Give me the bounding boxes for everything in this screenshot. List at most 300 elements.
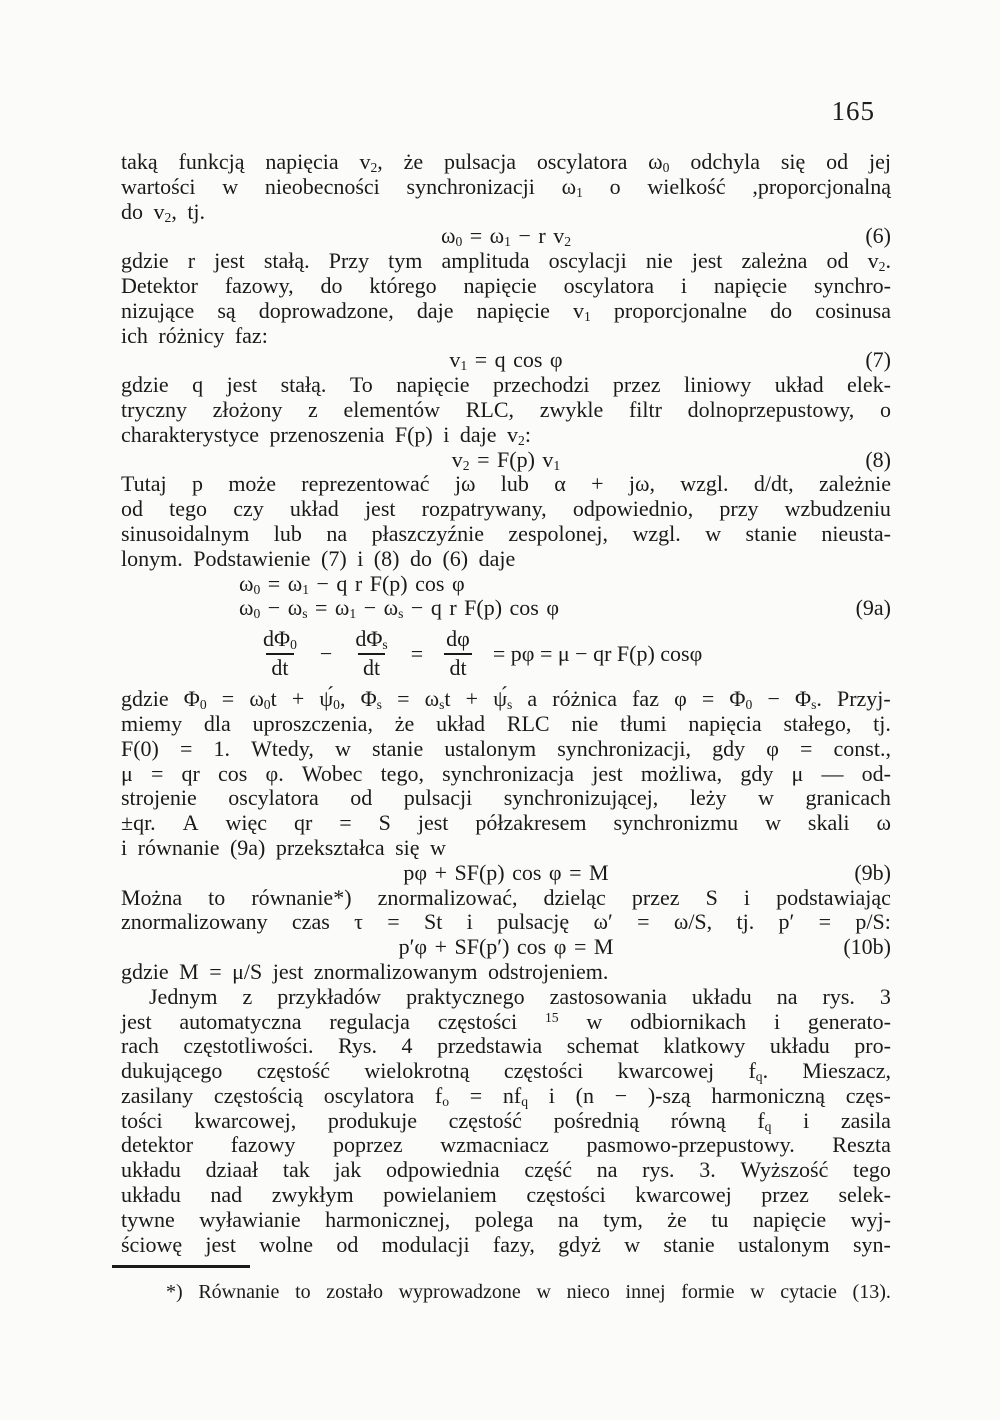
word: stanie xyxy=(371,735,424,761)
word: więc xyxy=(225,810,268,836)
word: rys. xyxy=(642,1157,675,1183)
word: układu xyxy=(691,983,752,1009)
text-blocks xyxy=(121,150,891,1257)
word: RLC, xyxy=(465,396,515,422)
word: gdy xyxy=(712,735,746,761)
word: dzieląc xyxy=(543,884,606,910)
equation-number: (10b) xyxy=(843,934,891,960)
word: ,proporcjonalną xyxy=(752,173,891,199)
word: const., xyxy=(833,735,891,761)
word: syn- xyxy=(852,1231,891,1257)
word: różnica xyxy=(552,686,617,712)
word: — xyxy=(821,760,844,786)
word: $f_o$ xyxy=(434,1082,450,1109)
equation-text: = xyxy=(410,640,424,666)
word: elementów xyxy=(343,396,441,422)
equation xyxy=(121,348,891,373)
word: częstością xyxy=(213,1082,303,1108)
text-line xyxy=(121,910,891,935)
word: zasila xyxy=(840,1107,891,1133)
word: − xyxy=(614,1082,628,1108)
fraction-denominator: dt xyxy=(444,653,471,681)
word: (13). xyxy=(852,1281,891,1304)
word: $\omega_0$ xyxy=(648,149,670,175)
word: gdy xyxy=(740,760,774,786)
equation-formula: $\omega_0 = \omega_1 - q$ r F(p) cos φ xyxy=(239,570,465,597)
word: częstości xyxy=(526,1182,606,1208)
word: i xyxy=(773,1008,781,1034)
word: Wyższość xyxy=(740,1157,829,1183)
word: częstotliwości. xyxy=(183,1033,314,1059)
equation-formula: pφ + SF(p) cos φ = M xyxy=(403,859,609,885)
text-line xyxy=(121,249,891,274)
word: = xyxy=(221,686,235,712)
equation xyxy=(121,572,891,597)
word: jest xyxy=(417,810,449,836)
word: jest xyxy=(205,1231,236,1257)
fraction-numerator: $d\Phi_s$ xyxy=(355,626,388,653)
word: do xyxy=(770,297,793,323)
word: reprezentować xyxy=(301,471,430,497)
word: proporcjonalne xyxy=(613,297,748,323)
word: odpowiednia xyxy=(386,1157,500,1183)
word: to xyxy=(208,884,226,910)
equation xyxy=(121,224,891,249)
word: r xyxy=(187,248,196,274)
word: zależna xyxy=(741,248,808,274)
word: do xyxy=(320,272,343,298)
text-line xyxy=(121,1109,891,1134)
word: powielaniem xyxy=(383,1182,497,1208)
word: selek- xyxy=(838,1182,891,1208)
word: $f_q$. xyxy=(748,1058,769,1085)
word: stałego, xyxy=(783,710,852,736)
text-line xyxy=(121,497,891,522)
word: ω/S, xyxy=(673,909,713,935)
page-number: 165 xyxy=(831,96,875,126)
word: = xyxy=(701,686,715,712)
word: w xyxy=(758,785,774,811)
word: lub xyxy=(500,471,529,497)
word: przy xyxy=(719,496,759,522)
paragraph xyxy=(121,886,891,936)
word: układ xyxy=(289,496,339,522)
word: = xyxy=(469,1082,483,1108)
word: czas xyxy=(291,909,330,935)
word: p xyxy=(191,471,203,497)
text-line xyxy=(121,150,891,175)
word: ω xyxy=(876,810,891,836)
footnote-text xyxy=(121,1280,891,1304)
equation-text: = pφ = μ − qr F(p) cosφ xyxy=(492,640,703,666)
word: tak xyxy=(282,1157,310,1183)
word: Równanie xyxy=(198,1281,280,1304)
word: φ xyxy=(766,735,779,761)
word: przez xyxy=(761,1182,809,1208)
word: tego, xyxy=(380,760,424,786)
word: zwykłym xyxy=(271,1182,354,1208)
text-line xyxy=(121,737,891,762)
word: część xyxy=(524,1157,572,1183)
word: RLC xyxy=(506,710,550,736)
word: układu xyxy=(769,1033,830,1059)
paragraph xyxy=(121,472,891,571)
text-line xyxy=(121,175,891,200)
word: częstości xyxy=(503,1058,584,1084)
fraction-denominator: dt xyxy=(266,653,293,681)
word: stałą. xyxy=(263,248,310,274)
paragraph xyxy=(121,150,891,224)
word: cosinusa xyxy=(815,297,891,323)
word: wartości xyxy=(121,173,196,199)
word: schemat xyxy=(566,1033,639,1059)
word: napięcia xyxy=(688,710,762,736)
word: dla xyxy=(203,710,231,736)
text-line xyxy=(121,985,891,1010)
word: tego xyxy=(853,1157,891,1183)
word: napięcie xyxy=(463,272,537,298)
word: na xyxy=(557,1206,579,1232)
word: przedstawia xyxy=(437,1033,543,1059)
equation-number: (7) xyxy=(865,347,891,373)
word: jak xyxy=(334,1157,362,1183)
text-line xyxy=(121,373,891,398)
word: dziaał xyxy=(205,1157,259,1183)
word: o xyxy=(609,173,621,199)
text-line xyxy=(121,522,891,547)
word: dolnoprzepustowy, xyxy=(687,396,855,422)
word: $\omega_1$ xyxy=(561,173,583,200)
word: μ xyxy=(121,760,133,786)
equation-formula: $\omega_0 - \omega_s = \omega_1 - \omega_s - q$ r F(p) cos φ xyxy=(239,595,560,622)
word: wielokrotną xyxy=(364,1058,470,1084)
word: pasmowo-przepustowy. xyxy=(586,1132,795,1158)
word: w xyxy=(222,173,239,199)
word: qr xyxy=(293,810,313,836)
word: tywne xyxy=(121,1206,175,1232)
word: d/dt, xyxy=(753,471,794,497)
word: a xyxy=(527,686,538,712)
word: daje xyxy=(416,297,454,323)
word: klatkowy xyxy=(663,1033,746,1059)
word: równanie*) xyxy=(251,884,352,910)
word: w xyxy=(705,520,722,546)
text-line xyxy=(121,299,891,324)
word: od- xyxy=(861,760,891,786)
word: Tutaj xyxy=(121,471,167,497)
text-line xyxy=(121,1133,891,1158)
word: automatyczna xyxy=(179,1008,302,1034)
word: kwarcowej xyxy=(635,1182,732,1208)
word: nieobecności xyxy=(264,173,380,199)
word: generato- xyxy=(807,1008,891,1034)
text-line xyxy=(121,1010,891,1035)
word: $f_q$ xyxy=(757,1107,772,1134)
fraction xyxy=(350,627,392,681)
word: tj. xyxy=(736,909,755,935)
word: α xyxy=(554,471,566,497)
word: napięcie xyxy=(752,1206,827,1232)
word: poprzez xyxy=(333,1132,403,1158)
word: przez xyxy=(631,884,680,910)
equation-number: (8) xyxy=(865,446,891,472)
word: $\omega_0t$ xyxy=(249,686,277,713)
word: i xyxy=(743,884,751,910)
word: modulacji xyxy=(381,1231,470,1257)
word: leży xyxy=(689,785,727,811)
word: 3. xyxy=(699,1157,716,1183)
word: p′ xyxy=(778,909,795,935)
equation-number: (6) xyxy=(865,223,891,249)
word: = xyxy=(339,810,352,836)
word: że xyxy=(394,710,415,736)
word: jest xyxy=(592,760,623,786)
word: jest xyxy=(121,1008,152,1034)
word: napięcie xyxy=(396,372,470,398)
word: Wobec xyxy=(301,760,363,786)
word: na xyxy=(326,520,348,546)
word: jω xyxy=(454,471,476,497)
word: S xyxy=(378,810,391,836)
word: o xyxy=(879,396,891,422)
word: nieusta- xyxy=(821,520,891,546)
word: częs- xyxy=(845,1082,891,1108)
text-line: gdzie M = μ/S jest znormalizowanym odstrojeniem. xyxy=(121,958,609,984)
word: są xyxy=(217,297,236,323)
word: gdzie xyxy=(121,248,169,274)
word: elek- xyxy=(847,372,891,398)
word: zależnie xyxy=(818,471,891,497)
text-line: ich różnicy faz: xyxy=(121,322,268,348)
word: = xyxy=(150,760,164,786)
word: fazowy xyxy=(230,1132,296,1158)
text-line xyxy=(121,1208,891,1233)
word: Wtedy, xyxy=(251,735,314,761)
word: równą xyxy=(670,1107,726,1133)
word: nieco xyxy=(566,1281,610,1304)
word: rys. xyxy=(822,983,855,1009)
word: gdzie xyxy=(121,372,169,398)
fraction xyxy=(441,627,475,681)
text-line: i równanie (9a) przekształca się w xyxy=(121,834,446,860)
word: = xyxy=(818,909,832,935)
word: jest xyxy=(214,248,245,274)
word: częstość xyxy=(448,1107,522,1133)
word: możliwa, xyxy=(640,760,723,786)
word: synchro- xyxy=(814,272,891,298)
text-line xyxy=(121,786,891,811)
word: jω, xyxy=(628,471,655,497)
word: )-szą xyxy=(647,1082,691,1108)
word: Przy xyxy=(328,248,370,274)
text-line: lonym. Podstawienie (7) i (8) do (6) daje xyxy=(121,545,516,571)
word: układu xyxy=(121,1157,181,1183)
word: tłumi xyxy=(620,710,667,736)
text-line xyxy=(121,1183,891,1208)
word: wolne xyxy=(259,1231,314,1257)
word: podstawiając xyxy=(776,884,891,910)
word: synchronizacji, xyxy=(557,735,691,761)
word: produkuje xyxy=(327,1107,418,1133)
word: detektor xyxy=(121,1132,194,1158)
word: kwarcowej, xyxy=(194,1107,297,1133)
word: 15 xyxy=(544,1010,559,1026)
word: od xyxy=(350,785,373,811)
word: pulsacji xyxy=(403,785,473,811)
word: $v_1$ xyxy=(572,297,591,324)
word: płaszczyźnie xyxy=(371,520,484,546)
word: nie xyxy=(645,248,673,274)
equation xyxy=(121,861,891,886)
word: wielkość xyxy=(647,173,726,199)
word: tu xyxy=(711,1206,729,1232)
word: kwarcowej xyxy=(617,1058,715,1084)
equation-text: − xyxy=(319,640,333,666)
word: synchronizmu xyxy=(613,810,739,836)
word: przez xyxy=(612,372,661,398)
text-line: charakterystyce przenoszenia F(p) i daje $v_2$: xyxy=(121,421,531,448)
word: układ xyxy=(436,710,485,736)
word: φ xyxy=(674,686,687,712)
word: i xyxy=(548,1082,555,1108)
word: odpowiednio, xyxy=(572,496,694,522)
word: i xyxy=(466,909,473,935)
word: = xyxy=(180,735,193,761)
word: zasilany xyxy=(121,1082,194,1108)
word: zespolonej, xyxy=(508,520,609,546)
word: $\Phi_s$ xyxy=(360,686,382,713)
equation xyxy=(121,448,891,473)
word: $\Phi_0$ xyxy=(729,686,753,713)
word: napięcia xyxy=(265,149,339,174)
footnote-rule xyxy=(112,1265,250,1268)
word: harmoniczną xyxy=(711,1082,825,1108)
text-line xyxy=(121,687,891,712)
word: $\omega_st$ xyxy=(424,686,451,713)
word: od xyxy=(826,149,849,174)
word: w xyxy=(334,735,351,761)
word: $\Phi_s$. xyxy=(794,686,822,713)
word: rach xyxy=(121,1033,159,1059)
word: i xyxy=(803,1107,810,1133)
word: w xyxy=(624,1231,641,1257)
word: Mieszacz, xyxy=(802,1058,891,1084)
word: w xyxy=(586,1008,603,1034)
paragraph xyxy=(121,687,891,861)
word: (n xyxy=(575,1082,594,1108)
word: wyprowadzone xyxy=(398,1281,521,1304)
word: harmonicznej, xyxy=(325,1206,451,1232)
word: synchronizacji xyxy=(406,173,535,199)
word: złożony xyxy=(212,396,283,422)
word: od xyxy=(336,1231,359,1257)
word: którego xyxy=(369,272,437,298)
word: $\psí_s$ xyxy=(493,686,513,713)
word: uproszczenia, xyxy=(252,710,373,736)
word: na xyxy=(596,1157,618,1183)
word: $\psí_0$, xyxy=(319,686,346,713)
word: μ xyxy=(791,760,804,786)
fraction xyxy=(258,627,302,681)
word: się xyxy=(780,149,806,174)
word: stanie xyxy=(745,520,797,546)
word: napięcie xyxy=(713,272,788,298)
word: napięcie xyxy=(476,297,550,323)
word: to xyxy=(295,1281,311,1304)
word: zastosowania xyxy=(549,983,667,1009)
word: tości xyxy=(121,1107,163,1133)
word: φ. xyxy=(265,760,284,786)
paragraph xyxy=(121,249,891,348)
word: z xyxy=(242,983,253,1009)
word: $\Phi_0$ xyxy=(183,686,207,713)
text-line xyxy=(121,1233,891,1258)
word: Przyj- xyxy=(836,686,891,712)
word: tego xyxy=(169,496,208,522)
word: tym xyxy=(388,248,423,274)
equation-fractions xyxy=(121,621,891,687)
word: granicach xyxy=(805,785,891,811)
word: czy xyxy=(233,496,264,522)
paragraph xyxy=(121,960,891,985)
word: jest xyxy=(691,248,723,274)
word: Detektor xyxy=(121,272,198,298)
word: że xyxy=(403,149,424,174)
word: rozpatrywany, xyxy=(421,496,547,522)
word: gdyż xyxy=(558,1231,601,1257)
word: p/S: xyxy=(855,909,891,935)
word: fazowy, xyxy=(224,272,294,298)
text-line xyxy=(121,1084,891,1109)
word: A xyxy=(182,810,199,836)
equation-formula: $v_1 = q$ cos φ xyxy=(449,347,563,374)
word: układ xyxy=(774,372,824,398)
word: oscylatora xyxy=(228,785,319,811)
word: Można xyxy=(121,884,183,910)
word: Reszta xyxy=(832,1132,891,1158)
equation xyxy=(121,596,891,621)
word: + xyxy=(291,686,305,712)
word: może xyxy=(228,471,276,497)
word: St xyxy=(423,909,443,935)
word: synchronizacja xyxy=(442,760,575,786)
word: = xyxy=(397,686,410,712)
word: wzmacniacz xyxy=(440,1132,549,1158)
word: ±qr. xyxy=(121,810,156,836)
word: sinusoidalnym xyxy=(121,520,250,546)
word: jest xyxy=(364,496,396,522)
word: formie xyxy=(681,1281,735,1304)
word: praktycznego xyxy=(406,983,525,1009)
text-line xyxy=(121,1059,891,1084)
text-line xyxy=(121,1034,891,1059)
word: ω′ xyxy=(593,909,613,935)
word: stanie xyxy=(663,1231,715,1257)
word: innej xyxy=(625,1281,666,1304)
word: cos xyxy=(218,760,248,786)
word: tym, xyxy=(603,1206,643,1232)
word: nizujące xyxy=(121,297,195,323)
text-line xyxy=(121,762,891,787)
word: tryczny xyxy=(121,396,187,422)
word: pośrednią xyxy=(553,1107,640,1133)
word: ustalonym xyxy=(738,1231,830,1257)
word: 3 xyxy=(879,983,891,1009)
text-line xyxy=(121,472,891,497)
word: regulacja xyxy=(329,1008,410,1034)
word: 4 xyxy=(401,1033,413,1059)
word: w xyxy=(765,810,781,836)
